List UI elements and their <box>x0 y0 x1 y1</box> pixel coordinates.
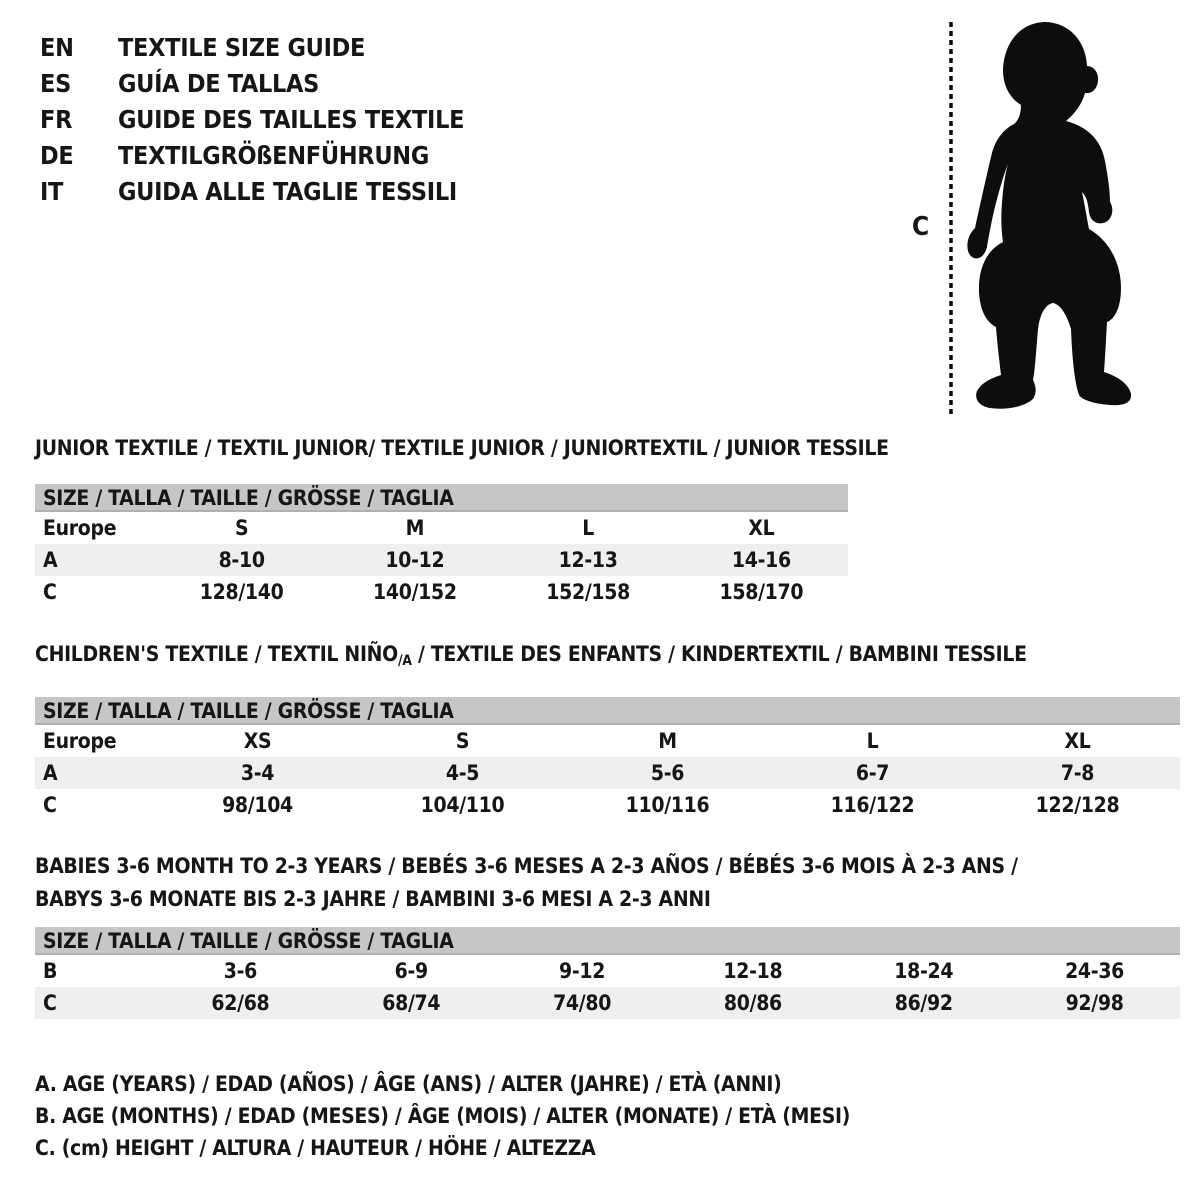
row-label: C <box>43 991 57 1015</box>
age-cell: 6-7 <box>855 761 890 785</box>
months-cell: 6-9 <box>394 959 428 983</box>
height-measure-label: C <box>912 212 929 242</box>
height-cell: 140/152 <box>373 580 457 604</box>
height-cell: 68/74 <box>382 991 441 1015</box>
height-cell: 110/116 <box>625 793 710 817</box>
months-cell: 18-24 <box>894 959 954 983</box>
children-textile-table <box>35 642 1180 821</box>
row-label: Europe <box>43 516 117 540</box>
age-cell: 12-13 <box>558 548 618 572</box>
table-row <box>35 789 1180 821</box>
babies-textile-table <box>35 850 1180 1019</box>
lang-code: IT <box>40 177 64 206</box>
lang-row-it <box>40 174 464 210</box>
size-cell: S <box>234 516 249 540</box>
height-cell: 158/170 <box>719 580 804 604</box>
height-cell: 80/86 <box>723 991 782 1015</box>
table-row <box>35 757 1180 789</box>
lang-row-de <box>40 138 464 174</box>
lang-code: DE <box>40 141 74 170</box>
lang-label: TEXTILE SIZE GUIDE <box>118 33 366 62</box>
age-cell: 7-8 <box>1060 761 1095 785</box>
children-title-rest: / TEXTILE DES ENFANTS / KINDERTEXTIL / BAMBINI TESSILE <box>411 642 1027 666</box>
height-cell: 122/128 <box>1035 793 1120 817</box>
table-row <box>35 725 1180 757</box>
row-label: B <box>43 959 58 983</box>
age-cell: 10-12 <box>385 548 445 572</box>
lang-label: GUÍA DE TALLAS <box>118 69 320 98</box>
age-cell: 5-6 <box>650 761 685 785</box>
children-title-main: CHILDREN'S TEXTILE / TEXTIL NIÑO <box>35 642 398 666</box>
age-cell: 8-10 <box>218 548 265 572</box>
junior-table-title: JUNIOR TEXTILE / TEXTIL JUNIOR/ TEXTILE JUNIOR / JUNIORTEXTIL / JUNIOR TESSILE <box>35 436 889 460</box>
size-cell: XS <box>243 729 272 753</box>
height-cell: 116/122 <box>830 793 915 817</box>
lang-row-es <box>40 66 464 102</box>
legend-line-b: B. AGE (MONTHS) / EDAD (MESES) / ÂGE (MOIS) / ALTER (MONATE) / ETÀ (MESI) <box>35 1104 851 1128</box>
age-cell: 3-4 <box>240 761 275 785</box>
measure-legend <box>35 1068 850 1164</box>
height-cell: 104/110 <box>420 793 505 817</box>
size-cell: XL <box>1064 729 1091 753</box>
height-cell: 98/104 <box>222 793 293 817</box>
row-label: A <box>43 548 58 572</box>
lang-row-fr <box>40 102 464 138</box>
size-header-bar: SIZE / TALLA / TAILLE / GRÖSSE / TAGLIA <box>35 484 848 512</box>
row-label: Europe <box>43 729 117 753</box>
children-table-title <box>35 642 1180 673</box>
row-label: A <box>43 761 58 785</box>
legend-line-c: C. (cm) HEIGHT / ALTURA / HAUTEUR / HÖHE / ALTEZZA <box>35 1136 596 1160</box>
height-cell: 74/80 <box>553 991 612 1015</box>
size-cell: S <box>455 729 470 753</box>
height-cell: 92/98 <box>1065 991 1124 1015</box>
lang-label: TEXTILGRÖßENFÜHRUNG <box>118 141 429 170</box>
height-cell: 152/158 <box>546 580 630 604</box>
size-header-bar: SIZE / TALLA / TAILLE / GRÖSSE / TAGLIA <box>35 697 1180 725</box>
table-row <box>35 987 1180 1019</box>
lang-row-en <box>40 30 464 66</box>
size-cell: L <box>582 516 594 540</box>
months-cell: 9-12 <box>559 959 606 983</box>
table-row <box>35 512 848 544</box>
months-cell: 3-6 <box>223 959 258 983</box>
size-cell: XL <box>748 516 775 540</box>
age-cell: 14-16 <box>731 548 791 572</box>
size-cell: M <box>658 729 677 753</box>
table-row <box>35 576 848 608</box>
table-row <box>35 955 1180 987</box>
table-row <box>35 544 848 576</box>
row-label: C <box>43 793 57 817</box>
lang-label: GUIDA ALLE TAGLIE TESSILI <box>118 177 457 206</box>
months-cell: 24-36 <box>1065 959 1125 983</box>
children-title-subscript: /A <box>397 653 412 669</box>
height-cell: 128/140 <box>199 580 284 604</box>
row-label: C <box>43 580 57 604</box>
age-cell: 4-5 <box>445 761 480 785</box>
height-cell: 86/92 <box>894 991 953 1015</box>
lang-code: ES <box>40 69 71 98</box>
height-cell: 62/68 <box>211 991 270 1015</box>
lang-label: GUIDE DES TAILLES TEXTILE <box>118 105 465 134</box>
size-cell: L <box>866 729 879 753</box>
size-header-bar: SIZE / TALLA / TAILLE / GRÖSSE / TAGLIA <box>35 927 1180 955</box>
language-title-list <box>40 30 464 210</box>
babies-title-line1: BABIES 3-6 MONTH TO 2-3 YEARS / BEBÉS 3-6 MESES A 2-3 AÑOS / BÉBÉS 3-6 MOIS À 2-3 ANS / <box>35 854 1018 878</box>
junior-textile-table <box>35 436 889 608</box>
legend-line-a: A. AGE (YEARS) / EDAD (AÑOS) / ÂGE (ANS) / ALTER (JAHRE) / ETÀ (ANNI) <box>35 1072 782 1096</box>
months-cell: 12-18 <box>723 959 783 983</box>
toddler-silhouette-icon <box>900 14 1150 420</box>
babies-title-line2: BABYS 3-6 MONATE BIS 2-3 JAHRE / BAMBINI 3-6 MESI A 2-3 ANNI <box>35 887 711 911</box>
size-cell: M <box>405 516 425 540</box>
lang-code: FR <box>40 105 73 134</box>
babies-table-title <box>35 850 1180 916</box>
lang-code: EN <box>40 33 74 62</box>
